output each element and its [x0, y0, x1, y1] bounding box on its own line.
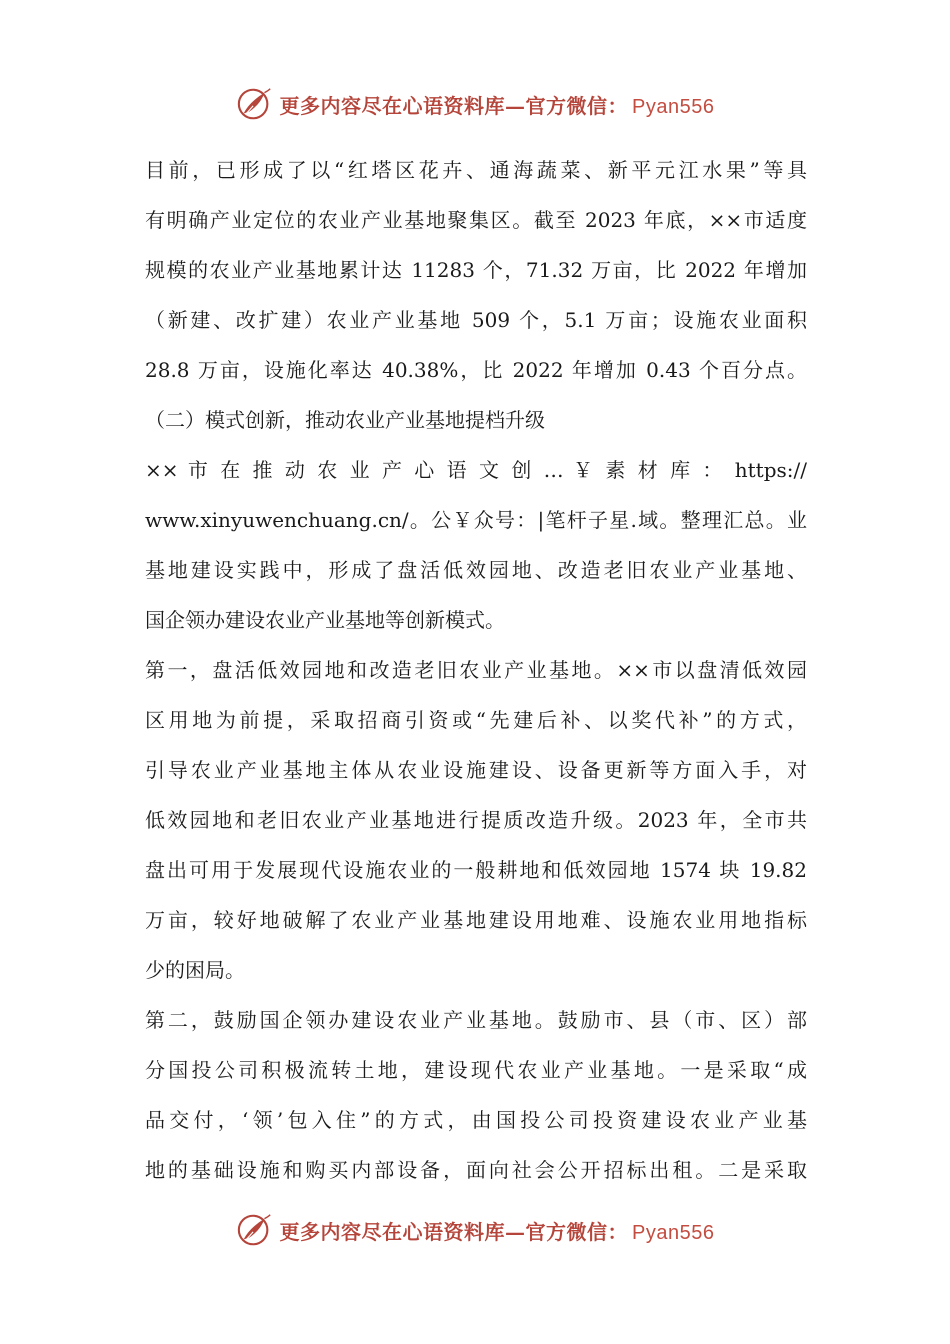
footer-banner: [0, 1208, 950, 1252]
text-line: 第一，盘活低效园地和改造老旧农业产业基地。××市以盘清低效园: [145, 658, 807, 682]
text-line: 有明确产业定位的农业产业基地聚集区。截至 2023 年底，××市适度: [145, 208, 807, 232]
text-line: 低效园地和老旧农业产业基地进行提质改造升级。2023 年，全市共: [145, 808, 807, 832]
footer-wechat-id: Pyan556: [632, 1221, 715, 1244]
text-line: 规模的农业产业基地累计达 11283 个，71.32 万亩，比 2022 年增加: [145, 258, 807, 282]
text-line: 基地建设实践中，形成了盘活低效园地、改造老旧农业产业基地、: [145, 558, 807, 582]
text-line: （新建、改扩建）农业产业基地 509 个，5.1 万亩；设施农业面积: [145, 308, 807, 332]
text-line: 万亩，较好地破解了农业产业基地建设用地难、设施农业用地指标: [145, 908, 807, 932]
text-line: 分国投公司积极流转土地，建设现代农业产业基地。一是采取“成: [145, 1058, 807, 1082]
text-line: 品交付，‘领’包入住”的方式，由国投公司投资建设农业产业基: [145, 1108, 807, 1132]
text-line: www.xinyuwenchuang.cn/。公￥众号：|笔杆子星.域。整理汇总。业: [145, 508, 807, 532]
quill-pen-logo-icon: [236, 85, 274, 123]
text-line: 盘出可用于发展现代设施农业的一般耕地和低效园地 1574 块 19.82: [145, 858, 807, 882]
text-line: 国企领办建设农业产业基地等创新模式。: [145, 608, 505, 632]
text-line: ×× 市 在 推 动 农 业 产 心 语 文 创 … ￥ 素 材 库 ： https://: [145, 458, 807, 482]
document-body: [145, 145, 807, 1195]
text-line: 地的基础设施和购买内部设备，面向社会公开招标出租。二是采取: [145, 1158, 807, 1182]
text-line: 少的困局。: [145, 958, 245, 982]
text-line: 28.8 万亩，设施化率达 40.38%，比 2022 年增加 0.43 个百分点。: [145, 358, 807, 382]
header-wechat-id: Pyan556: [632, 95, 715, 118]
text-line: 第二，鼓励国企领办建设农业产业基地。鼓励市、县（市、区）部: [145, 1008, 807, 1032]
text-line: 区用地为前提，采取招商引资或“先建后补、以奖代补”的方式，: [145, 708, 807, 732]
quill-pen-logo-icon: [236, 1211, 274, 1249]
text-line: 引导农业产业基地主体从农业设施建设、设备更新等方面入手，对: [145, 758, 807, 782]
footer-banner-text: 更多内容尽在心语资料库—官方微信： Pyan556: [279, 1219, 715, 1244]
section-heading: （二）模式创新，推动农业产业基地提档升级: [145, 408, 545, 432]
header-banner: [0, 82, 950, 126]
text-line: 目前，已形成了以“红塔区花卉、通海蔬菜、新平元江水果”等具: [145, 158, 807, 182]
header-banner-text: 更多内容尽在心语资料库—官方微信： Pyan556: [279, 93, 715, 118]
